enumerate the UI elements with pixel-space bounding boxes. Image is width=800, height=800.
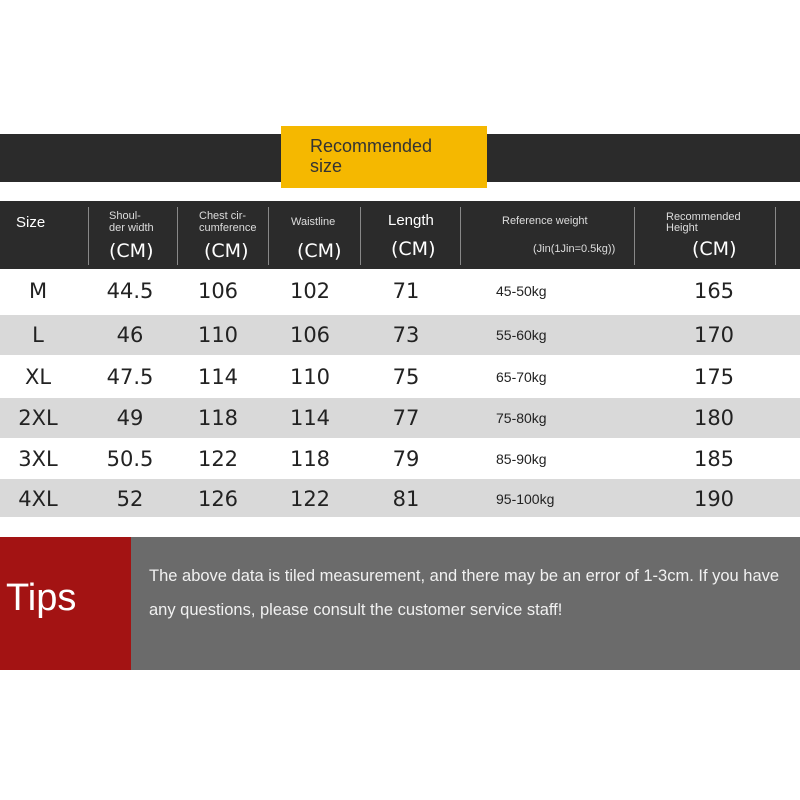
cell-weight: 65-70kg [496, 369, 547, 385]
header-height-line1: Recommended [666, 211, 741, 223]
badge-line-2: size [310, 156, 343, 176]
cell-weight: 75-80kg [496, 410, 547, 426]
header-chest-unit: (CM) [204, 240, 249, 262]
cell-weight: 95-100kg [496, 491, 555, 507]
table-row [0, 479, 800, 517]
cell-chest: 106 [197, 279, 239, 303]
header-length: Length [388, 212, 434, 229]
cell-weight: 55-60kg [496, 327, 547, 343]
cell-size: L [32, 323, 44, 347]
cell-shoulder: 44.5 [106, 279, 154, 303]
cell-chest: 110 [197, 323, 239, 347]
cell-height: 180 [693, 406, 735, 430]
header-chest-line2: cumference [199, 222, 257, 234]
header-shoulder-unit: (CM) [109, 240, 154, 262]
cell-size: XL [24, 365, 52, 389]
header-weight-note: (Jin(1Jin=0.5kg)) [533, 243, 616, 255]
header-chest-line1: Chest cir- [199, 210, 247, 222]
header-divider [460, 207, 461, 265]
cell-waist: 106 [289, 323, 331, 347]
tips-text: The above data is tiled measurement, and there may be an error of 1-3cm. If you have any questions, please consult the customer service staff! [149, 567, 780, 619]
cell-length: 77 [392, 406, 420, 430]
header-height-line2: Height [666, 222, 698, 234]
cell-weight: 45-50kg [496, 283, 547, 299]
header-shoulder-line1: Shoul- [109, 210, 141, 222]
cell-height: 170 [693, 323, 735, 347]
cell-height: 185 [693, 447, 735, 471]
cell-length: 75 [392, 365, 420, 389]
cell-shoulder: 46 [116, 323, 144, 347]
cell-waist: 122 [289, 487, 331, 511]
header-length-unit: (CM) [391, 238, 436, 260]
cell-weight: 85-90kg [496, 451, 547, 467]
cell-size: M [28, 279, 48, 303]
cell-height: 175 [693, 365, 735, 389]
cell-chest: 114 [197, 365, 239, 389]
cell-length: 73 [392, 323, 420, 347]
cell-height: 165 [693, 279, 735, 303]
header-shoulder-line2: der width [109, 222, 154, 234]
cell-waist: 114 [289, 406, 331, 430]
tips-label-block [0, 537, 131, 670]
header-waist: Waistline [291, 216, 336, 228]
tips-label: Tips [6, 577, 77, 619]
header-waist-unit: (CM) [297, 240, 342, 262]
header-divider [775, 207, 776, 265]
header-height-unit: (CM) [692, 238, 737, 260]
cell-waist: 102 [289, 279, 331, 303]
cell-length: 71 [392, 279, 420, 303]
header-divider [268, 207, 269, 265]
recommended-size-badge [281, 126, 487, 188]
header-divider [360, 207, 361, 265]
cell-shoulder: 50.5 [106, 447, 154, 471]
cell-length: 81 [392, 487, 420, 511]
cell-shoulder: 49 [116, 406, 144, 430]
cell-waist: 118 [289, 447, 331, 471]
cell-chest: 122 [197, 447, 239, 471]
table-row [0, 271, 800, 311]
cell-size: 4XL [18, 487, 58, 511]
cell-chest: 118 [197, 406, 239, 430]
cell-waist: 110 [289, 365, 331, 389]
header-divider [177, 207, 178, 265]
table-row [0, 357, 800, 397]
header-divider [634, 207, 635, 265]
table-row [0, 315, 800, 355]
table-row [0, 439, 800, 479]
table-row [0, 398, 800, 438]
cell-size: 3XL [18, 447, 58, 471]
cell-length: 79 [392, 447, 420, 471]
cell-shoulder: 52 [116, 487, 144, 511]
cell-height: 190 [693, 487, 735, 511]
badge-line-1: Recommended [310, 136, 433, 156]
header-divider [88, 207, 89, 265]
cell-size: 2XL [18, 406, 58, 430]
cell-chest: 126 [197, 487, 239, 511]
table-header [0, 201, 800, 269]
header-size: Size [16, 214, 46, 231]
tips-section [0, 537, 800, 670]
cell-shoulder: 47.5 [106, 365, 154, 389]
header-weight: Reference weight [502, 215, 588, 227]
